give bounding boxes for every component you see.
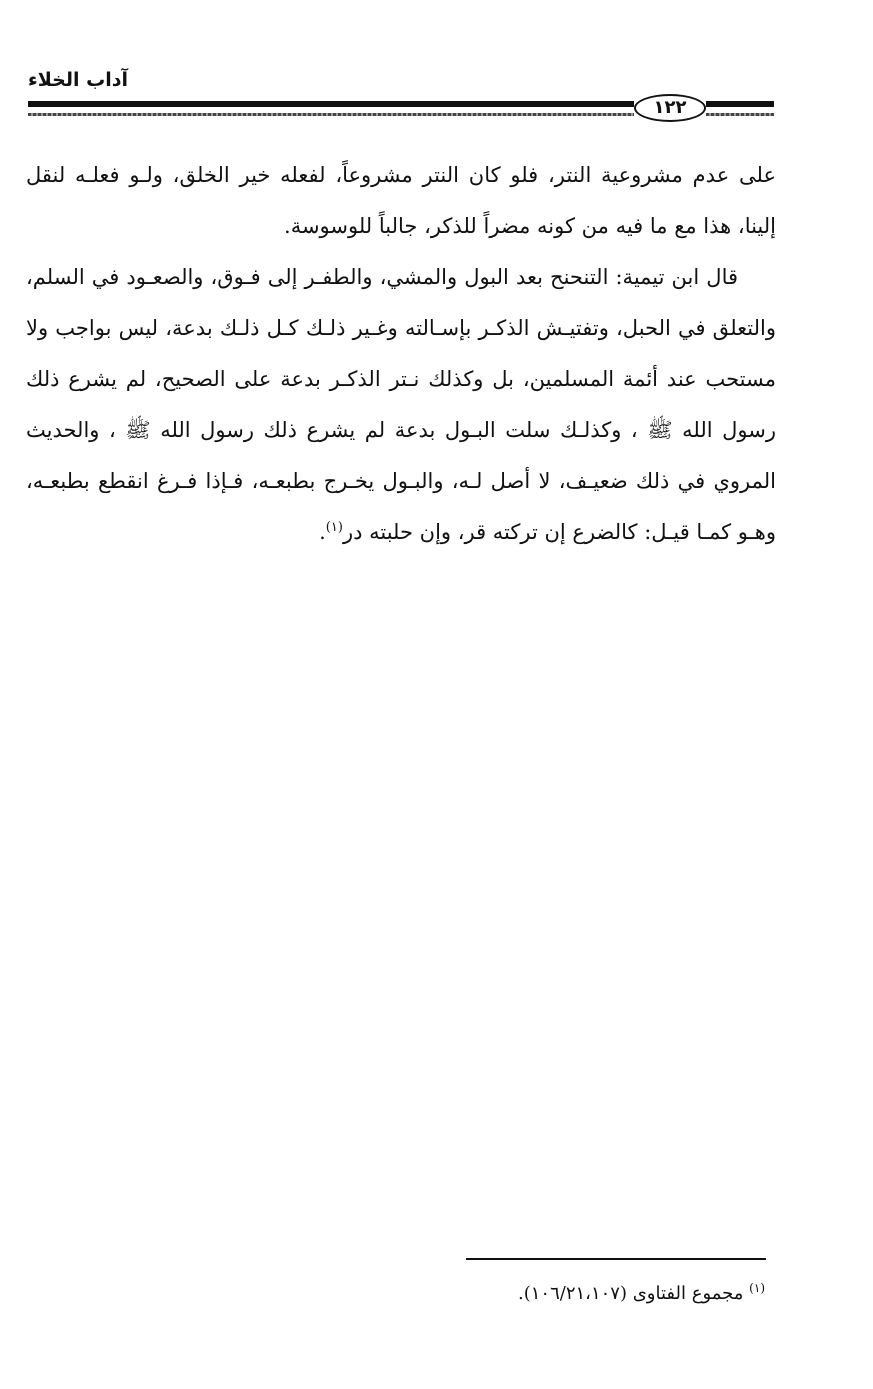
footnote-marker: (١)	[749, 1281, 765, 1295]
running-header-title: آداب الخلاء	[28, 69, 128, 91]
header-rule-thin-right	[706, 113, 774, 116]
header-rule-thick-right	[706, 101, 774, 107]
footnote-reference[interactable]: (١)	[325, 520, 343, 535]
main-text	[26, 150, 776, 558]
header-rule-thick	[28, 101, 634, 107]
footnote-separator	[466, 1258, 766, 1260]
page-number	[634, 94, 706, 122]
closing-punctuation: .	[319, 520, 326, 544]
footnote-text: مجموع الفتاوى (١٠٦/٢١،١٠٧).	[518, 1283, 744, 1304]
page-number-text: ١٢٢	[653, 97, 687, 118]
footnote-1	[380, 1281, 765, 1307]
paragraph-2-text: قال ابن تيمية: التنحنح بعد البول والمشي، والطفـر إلى فـوق، والصعـود في السلم، والتعلق في الحبل، وتفتيـش الذكـر بإسـالته وغـير ذلـك كـل ذلـك بدعة، ليس بواجب ولا مستحب عند أئمة المسلمين، بل وكذلك نـتر الذكـر بدعة على الصحيح، لم يشرع ذلك رسول الله ﷺ ، وكذلـك سلت البـول بدعة لم يشرع ذلك رسول الله ﷺ ، والحديث المروي في ذلك ضعيـف، لا أصل لـه، والبـول يخـرج بطبعـه، فـإذا فـرغ انقطع بطبعـه، وهـو كمـا قيـل: كالضرع إن تركته قر، وإن حلبته در	[26, 265, 776, 544]
paragraph-1: على عدم مشروعية النتر، فلو كان النتر مشروعاً، لفعله خير الخلق، ولـو فعلـه لنقل إلينا، هذا مع ما فيه من كونه مضراً للذكر، جالباً للوسوسة.	[26, 163, 776, 238]
header-rule-thin	[28, 113, 634, 116]
paragraph-2	[26, 252, 776, 558]
